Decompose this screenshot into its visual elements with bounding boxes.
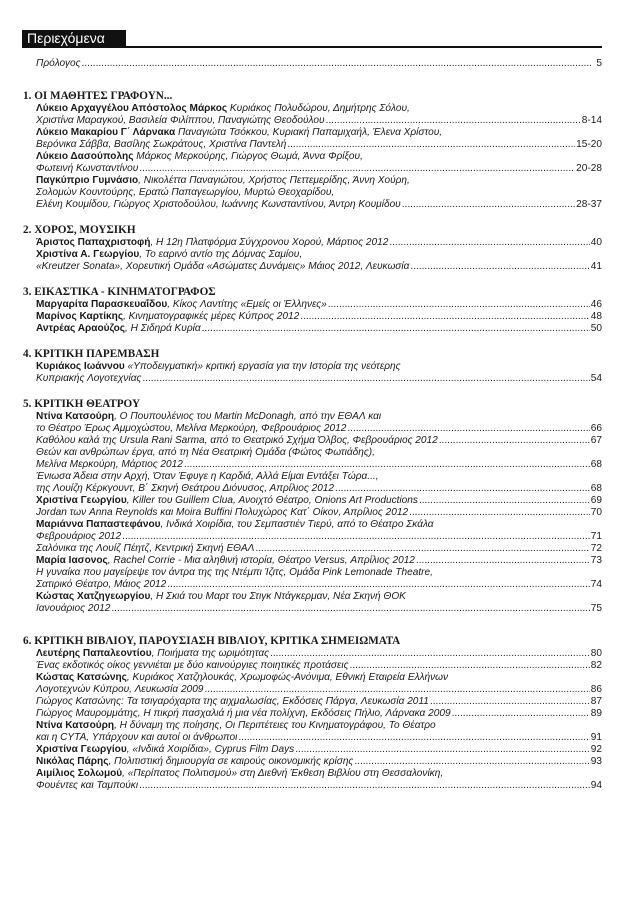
entry-text (36, 696, 429, 708)
page-number: 8-14 (581, 115, 602, 126)
entry-work: Θεών και ανθρώπων έργα, από τη Νέα Θεατρική Ομάδα (Φώτος Φωτιάδης), (36, 447, 375, 458)
entry-work: Γιώργος Μαυρομμάτης, Η πικρή πασχαλιά ή μια νέα πολίχνη, Εκδόσεις Πήλιο, Λάρνακα 2009 (36, 708, 451, 719)
toc-entry[interactable] (22, 423, 602, 435)
entry-author: Χριστίνα Γεωργίου (36, 744, 127, 755)
entry-text (36, 447, 375, 459)
toc-entry[interactable] (22, 603, 602, 615)
leader-dots (335, 483, 590, 495)
entry-work: , Κινηματογραφικές μέρες Κύπρος 2012 (123, 311, 300, 322)
toc-entry[interactable] (22, 495, 602, 507)
toc-entry[interactable] (22, 187, 602, 199)
entry-work: Μάρκος Μερκούρης, Γιώργος Θωμά, Άννα Φρίξου, (133, 151, 363, 162)
header-rule (22, 46, 602, 48)
entry-text (36, 744, 294, 756)
leader-dots (347, 423, 589, 435)
entry-work: , Η 12η Πλατφόρμα Σύγχρονου Χορού, Μάρτιος 2012 (150, 237, 389, 248)
entry-author: Κώστας Κατσώνης (36, 672, 127, 683)
entry-work: Χριστίνα Μαραγκού, Βασιλεία Φιλίππου, Παναγιώτης Θεοδούλου (36, 115, 325, 126)
entry-work: , Νικολέττα Παναγιώτου, Χρήστος Πεττεμερίδης, Άννη Χούρη, (138, 175, 410, 186)
leader-dots (300, 311, 590, 323)
entry-author: Κώστας Χατζηγεωργίου (36, 591, 151, 602)
leader-dots (389, 237, 589, 249)
page-number: 89 (590, 708, 602, 719)
section-spacer (22, 211, 602, 224)
leader-dots (184, 459, 590, 471)
leader-dots (122, 531, 590, 543)
entry-text (36, 648, 269, 660)
entry-work: , Κυριάκος Χατζηλουκάς, Χρωμοφώς-Ανόνιμα, Εθνική Εταιρεία Ελλήνων (126, 672, 449, 683)
entry-author: Μαρία Ιασονος (36, 555, 108, 566)
leader-dots (410, 261, 589, 273)
entry-work: και η CYTA, Υπάρχουν και αυτοί οι άνθρωποι (36, 732, 238, 743)
page-number: 66 (590, 423, 602, 434)
entry-text (36, 507, 408, 519)
leader-dots (238, 732, 589, 744)
toc-entry[interactable] (22, 780, 602, 792)
entry-text (36, 163, 138, 175)
entry-work: Ιανουάριος 2012 (36, 603, 111, 614)
entry-text (36, 139, 286, 151)
toc-entry[interactable] (22, 744, 602, 756)
page-number: 91 (590, 732, 602, 743)
entry-work: , «Ινδικά Χοιρίδια», Cyprus Film Days (126, 744, 295, 755)
entry-text (36, 495, 418, 507)
toc-entry[interactable] (22, 768, 602, 780)
entry-author: Αιμίλιος Σολωμού (36, 768, 123, 779)
entry-text (36, 249, 302, 261)
entry-author: Άριστος Παπαχριστοφή (36, 237, 151, 248)
page-number: 80 (590, 648, 602, 659)
page-number: 67 (590, 435, 602, 446)
entry-author: Παγκύπριο Γυμνάσιο (36, 175, 139, 186)
entry-text (36, 672, 448, 684)
leader-dots (202, 323, 590, 335)
entry-text (36, 311, 299, 323)
page-number: 92 (590, 744, 602, 755)
entry-text (36, 603, 110, 615)
toc-entry[interactable] (22, 567, 602, 579)
toc-entry[interactable] (22, 519, 602, 531)
section-title: 5. ΚΡΙΤΙΚΗ ΘΕΑΤΡΟΥ (23, 398, 141, 410)
toc-entry[interactable] (22, 411, 602, 423)
toc-entry[interactable] (22, 237, 602, 249)
page-number: 86 (590, 684, 602, 695)
page-number: 94 (590, 780, 602, 791)
entry-author: Λύκειο Δασούπολης (36, 151, 134, 162)
toc-entry[interactable] (22, 483, 602, 495)
entry-text (36, 127, 442, 139)
page-number: 48 (590, 311, 602, 322)
page-number: 54 (590, 373, 602, 384)
entry-author: Νικόλας Πάρης (36, 756, 109, 767)
toc-entry[interactable] (22, 151, 602, 163)
toc-entry[interactable] (22, 591, 602, 603)
entry-author: Κυριάκος Ιωάννου (36, 361, 125, 372)
leader-dots (255, 543, 589, 555)
leader-dots (287, 139, 575, 151)
entry-author: Λύκειο Μακαρίου Γ΄ Λάρνακα (36, 127, 176, 138)
toc-entry[interactable] (22, 373, 602, 385)
section-spacer (22, 70, 602, 90)
section-spacer (22, 385, 602, 398)
toc-entry[interactable] (22, 459, 602, 471)
entry-text (36, 103, 410, 115)
leader-dots (142, 373, 589, 385)
entry-work: , Κίκος Λαντίτης «Εμείς οι Έλληνες» (167, 299, 327, 310)
leader-dots (416, 555, 590, 567)
page-number: 5 (596, 58, 602, 69)
entry-text (36, 261, 409, 273)
entry-text (36, 435, 438, 447)
page-number: 70 (590, 507, 602, 518)
entry-author: Λύκειο Αρχαγγέλου Απόστολος Μάρκος (36, 103, 228, 114)
leader-dots (430, 696, 590, 708)
entry-text (36, 411, 381, 423)
entry-author: Μαρίνος Καρτίκης (36, 311, 124, 322)
entry-work: Κυπριακής Λογοτεχνίας (36, 373, 142, 384)
entry-text (36, 756, 353, 768)
entry-text (36, 187, 334, 199)
toc-entry-prologue[interactable] (22, 58, 602, 70)
page-number: 15-20 (576, 139, 602, 150)
toc-entry[interactable] (22, 103, 602, 115)
page-title: Περιεχόμενα (22, 30, 126, 47)
page-number: 82 (590, 660, 602, 671)
toc-entry[interactable] (22, 175, 602, 187)
leader-dots (354, 756, 589, 768)
entry-author: Ντίνα Κατσούρη (36, 411, 115, 422)
leader-dots (139, 163, 575, 175)
toc-entry[interactable] (22, 672, 602, 684)
toc-entry[interactable] (22, 435, 602, 447)
leader-dots (270, 648, 590, 660)
entry-text (36, 151, 363, 163)
entry-work: , Η Σιδηρά Κυρία (125, 323, 201, 334)
entry-work: Παναγιώτα Τσόκκου, Κυριακή Παπαμιχαήλ, Έλενα Χρίστου, (175, 127, 443, 138)
entry-text (36, 423, 346, 435)
entry-text (36, 780, 138, 792)
section-title: 4. ΚΡΙΤΙΚΗ ΠΑΡΕΜΒΑΣΗ (23, 348, 160, 360)
entry-work: Σολομών Κουντούρης, Ερατώ Παπαγεωργίου, Μυρτώ Θεοχαρίδου, (36, 187, 335, 198)
leader-dots (295, 744, 590, 756)
page-number: 72 (590, 543, 602, 554)
toc-entry[interactable] (22, 323, 602, 335)
section-title: 2. ΧΟΡΟΣ, ΜΟΥΣΙΚΗ (23, 224, 136, 236)
entry-text (36, 175, 410, 187)
section-title: 3. ΕΙΚΑΣΤΙΚΑ - ΚΙΝΗΜΑΤΟΓΡΑΦΟΣ (23, 286, 216, 298)
leader-dots (82, 58, 591, 70)
entry-text (36, 660, 349, 672)
entry-text (36, 732, 237, 744)
entry-text (36, 555, 415, 567)
entry-author: Αντρέας Αραούζος (36, 323, 125, 334)
leader-dots (439, 435, 590, 447)
entry-work: Ένας εκδοτικός οίκος γεννιέται με δύο καινούργιες ποιητικές προτάσεις (36, 660, 349, 671)
entry-text (36, 567, 433, 579)
entry-work: , Ποιήματα της ωριμότητας (151, 648, 270, 659)
entry-author: Μαριάννα Παπαστεφάνου (36, 519, 161, 530)
toc-entry[interactable] (22, 543, 602, 555)
entry-text (36, 543, 254, 555)
toc-entry[interactable] (22, 732, 602, 744)
entry-work: Σατιρικό Θέατρο, Μάιος 2012 (36, 579, 167, 590)
leader-dots (402, 199, 575, 211)
leader-dots (452, 708, 590, 720)
leader-dots (328, 299, 590, 311)
entry-work: της Λουίζη Κέρκγουντ, Β΄ Σκηνή Θεάτρου Διόνυσος, Απρίλιος 2012 (36, 483, 335, 494)
page-number: 28-37 (576, 199, 602, 210)
leader-dots (409, 507, 590, 519)
entry-author: Χριστίνα Γεωργίου (36, 495, 127, 506)
section-spacer (22, 615, 602, 635)
entry-work: Γιώργος Κατσώνης: Τα τσιγαρόχαρτα της αιχμαλωσίας, Εκδόσεις Πάργα, Λευκωσία 2011 (36, 696, 429, 707)
toc-entry[interactable] (22, 249, 602, 261)
section-spacer (22, 273, 602, 286)
entry-work: , Η δύναμη της ποίησης, Οι Περιπέτειες του Κινηματογράφου, Το Θέατρο (114, 720, 436, 731)
entry-work: «Kreutzer Sonata», Χορευτική Ομάδα «Ασώματες Δυνάμεις» Μάιος 2012, Λευκωσία (36, 261, 410, 272)
entry-text (36, 531, 121, 543)
toc-entry[interactable] (22, 696, 602, 708)
leader-dots (204, 684, 589, 696)
page-number: 68 (590, 483, 602, 494)
page-number: 71 (590, 531, 602, 542)
entry-text (36, 519, 434, 531)
entry-author: Χριστίνα Α. Γεωργίου (36, 249, 140, 260)
leader-dots (111, 603, 589, 615)
toc-entry[interactable] (22, 199, 602, 211)
entry-text (36, 299, 327, 311)
entry-work: , Το εαρινό αντίο της Δόμνας Σαμίου, (139, 249, 303, 260)
entry-text (36, 373, 141, 385)
entry-text (36, 237, 388, 249)
page-number: 68 (590, 459, 602, 470)
toc-entry[interactable] (22, 471, 602, 483)
toc-entry[interactable] (22, 720, 602, 732)
entry-text (36, 323, 201, 335)
toc-entry[interactable] (22, 531, 602, 543)
entry-text (36, 483, 334, 495)
leader-dots (167, 579, 590, 591)
entry-work: Κυριάκος Πολυδώρου, Δημήτρης Σόλου, (227, 103, 410, 114)
entry-work: , Ινδικά Χοιρίδια, του Σεμπαστιέν Τιερύ, από το Θέατρο Σκάλα (160, 519, 434, 530)
toc-entry[interactable] (22, 115, 602, 127)
toc-entry[interactable] (22, 579, 602, 591)
toc-entry[interactable] (22, 261, 602, 273)
page-number: 69 (590, 495, 602, 506)
toc-entry[interactable] (22, 311, 602, 323)
toc-entry[interactable] (22, 299, 602, 311)
entry-text (36, 684, 203, 696)
entry-work: , «Περίπατος Πολιτισμού» στη Διεθνή Έκθεση Βιβλίου στη Θεσσαλονίκη, (122, 768, 444, 779)
page-number: 87 (590, 696, 602, 707)
entry-work: Jordan των Anna Reynolds και Moira Buffini Πολυχώρος Κατ΄ Οίκον, Απρίλιος 2012 (36, 507, 409, 518)
entry-work: , Rachel Corrie - Μια αληθινή ιστορία, Θέατρο Versus, Απρίλιος 2012 (107, 555, 415, 566)
table-of-contents (22, 58, 602, 792)
entry-text (36, 720, 436, 732)
page-number: 40 (590, 237, 602, 248)
prologue-title: Πρόλογος (36, 58, 81, 69)
toc-entry[interactable] (22, 660, 602, 672)
page-number: 50 (590, 323, 602, 334)
toc-entry[interactable] (22, 555, 602, 567)
entry-work: Καθόλου καλά της Ursula Rani Sarma, από το Θεατρικό Σχήμα Όλβος, Φεβρουάριος 2012 (36, 435, 438, 446)
entry-author: Λευτέρης Παπαλεοντίου (36, 648, 152, 659)
toc-entry[interactable] (22, 708, 602, 720)
entry-text (36, 471, 379, 483)
page-number: 73 (590, 555, 602, 566)
entry-work: Ένιωσα Άδεια στην Αρχή, Όταν Έφυγε η Καρδιά, Αλλά Είμαι Εντάξει Τώρα..., (36, 471, 379, 482)
toc-entry[interactable] (22, 756, 602, 768)
entry-work: Βερόνικα Σάββα, Βασίλης Σωκράτους, Χριστίνα Παντελή (36, 139, 287, 150)
leader-dots (350, 660, 590, 672)
page-number: 75 (590, 603, 602, 614)
toc-entry[interactable] (22, 163, 602, 175)
toc-entry[interactable] (22, 139, 602, 151)
toc-entry[interactable] (22, 361, 602, 373)
entry-work: Φεβρουάριος 2012 (36, 531, 122, 542)
leader-dots (326, 115, 581, 127)
entry-author: Ντίνα Κατσούρη (36, 720, 115, 731)
entry-work: Μελίνα Μερκούρη, Μάρτιος 2012 (36, 459, 183, 470)
entry-work: «Υποδειγματική» κριτική εργασία για την Ιστορία της νεότερης (124, 361, 401, 372)
toc-entry[interactable] (22, 684, 602, 696)
entry-text (36, 768, 443, 780)
header-bar (22, 30, 126, 47)
entry-text (36, 361, 401, 373)
page-number: 74 (590, 579, 602, 590)
entry-work: Σαλόνικα της Λουίζ Πέητζ, Κεντρική Σκηνή ΕΘΑΛ (36, 543, 255, 554)
section-title: 1. ΟΙ ΜΑΘΗΤΕΣ ΓΡΑΦΟΥΝ... (23, 90, 173, 102)
entry-work: Λογοτεχνών Κύπρου, Λευκωσία 2009 (36, 684, 204, 695)
entry-text (36, 115, 325, 127)
page-number: 41 (590, 261, 602, 272)
entry-text (36, 708, 451, 720)
leader-dots (419, 495, 590, 507)
entry-work: , Πολιτιστική δημιουργία σε καιρούς οικονομικής κρίσης (108, 756, 354, 767)
entry-work: , Killer του Guillem Clua, Ανοιχτό Θέατρο, Onions Art Productions (126, 495, 418, 506)
page-number: 93 (590, 756, 602, 767)
entry-work: Ελένη Κουμίδου, Γιώργος Χριστοδούλου, Ιωάννης Κωνσταντίνου, Άντρη Κουμίδου (36, 199, 401, 210)
entry-work: Φουέντες και Ταμπούκι (36, 780, 139, 791)
page-number: 20-28 (576, 163, 602, 174)
toc-entry[interactable] (22, 127, 602, 139)
entry-text (36, 591, 406, 603)
entry-work: , Ο Πουπουλένιος του Martin McDonagh, από την ΕΘΑΛ και (114, 411, 382, 422)
toc-entry[interactable] (22, 447, 602, 459)
leader-dots (139, 780, 590, 792)
section-title: 6. ΚΡΙΤΙΚΗ ΒΙΒΛΙΟΥ, ΠΑΡΟΥΣΙΑΣΗ ΒΙΒΛΙΟΥ, ΚΡΙΤΙΚΑ ΣΗΜΕΙΩΜΑΤΑ (23, 635, 401, 647)
toc-entry[interactable] (22, 507, 602, 519)
entry-work: Φωτεινή Κωνσταντίνου (36, 163, 139, 174)
section-spacer (22, 335, 602, 348)
toc-entry[interactable] (22, 648, 602, 660)
entry-text (36, 579, 166, 591)
entry-author: Μαργαρίτα Παρασκευαΐδου (36, 299, 168, 310)
entry-work: , Η Σκιά του Μαρτ του Στιγκ Ντάγκερμαν, Νέα Σκηνή ΘΟΚ (150, 591, 406, 602)
entry-text (36, 459, 183, 471)
entry-work: Η γυναίκα που μαγείρεψε τον άντρα της της Ντέμπι Ίζιτς, Ομάδα Pink Lemonade Theatre, (36, 567, 433, 578)
entry-text (36, 199, 401, 211)
entry-work: το Θέατρο Έρως Αμμοχώστου, Μελίνα Μερκούρη, Φεβρουάριος 2012 (36, 423, 347, 434)
page-number: 46 (590, 299, 602, 310)
